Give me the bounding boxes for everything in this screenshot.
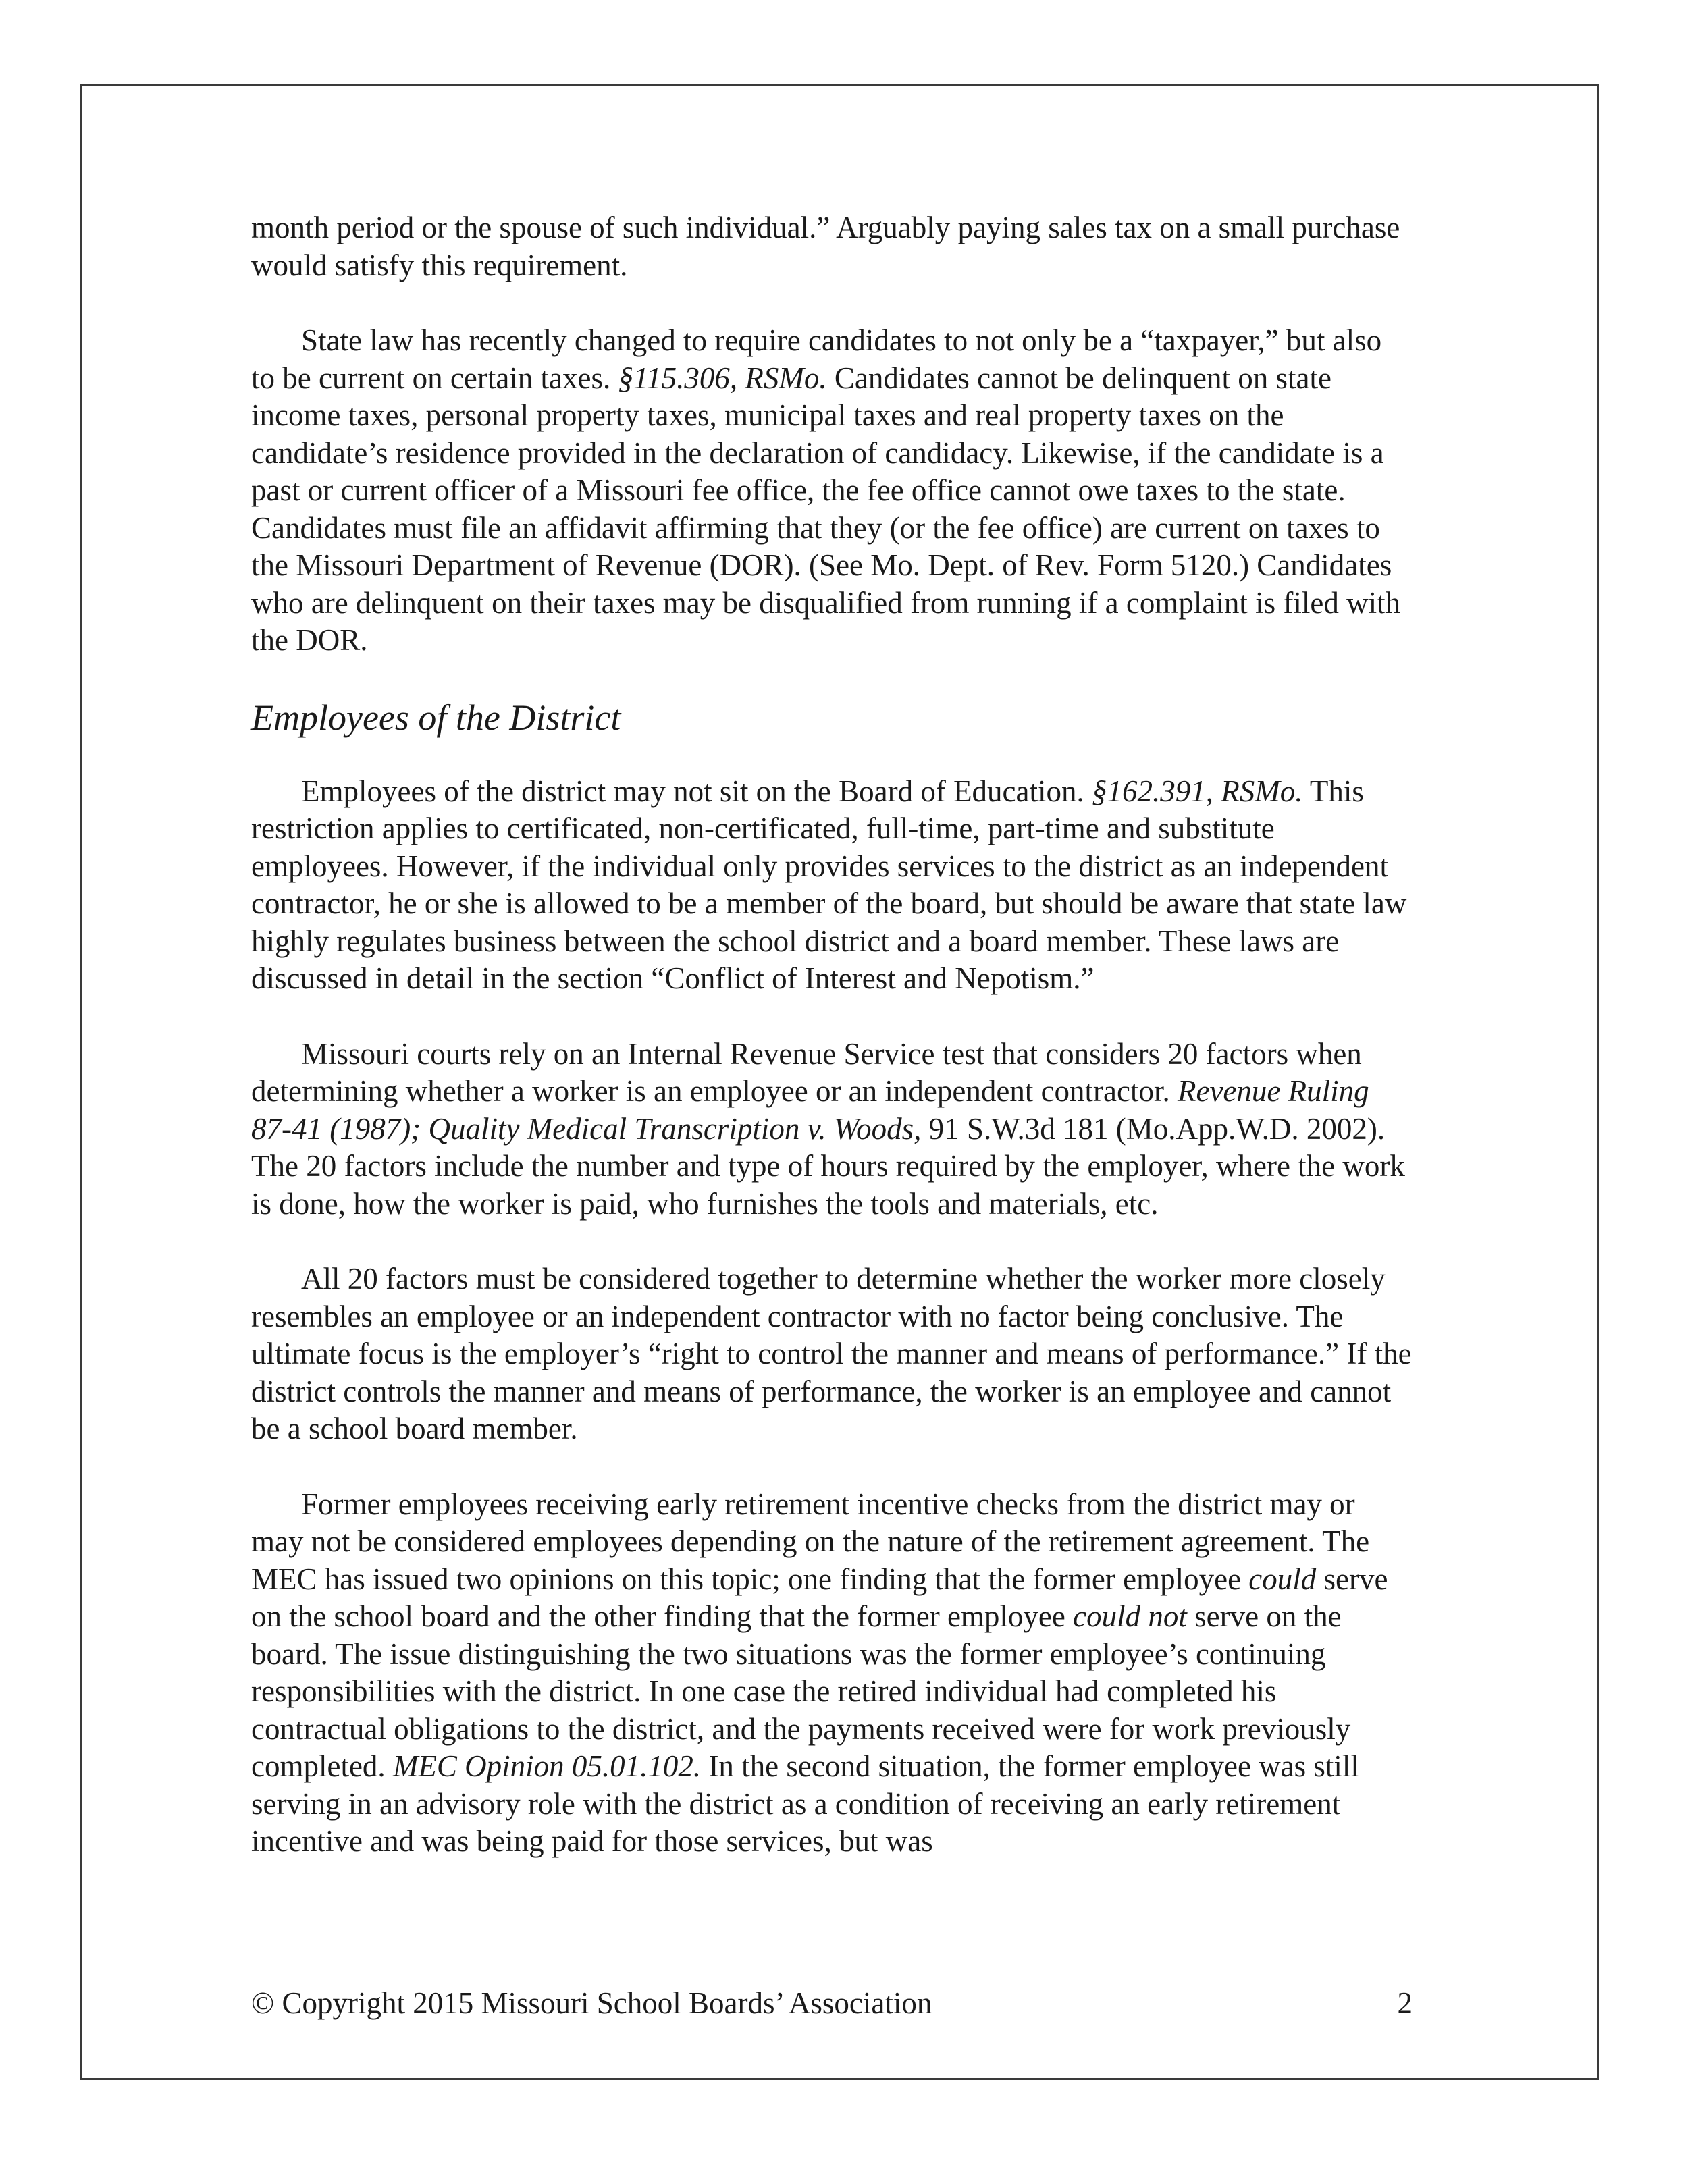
paragraph-text: 91 S.W.3d 181 (Mo.App.W.D. 2002). The 20 factors include the number and type of hours required by the employer, where the work is done, how the worker is paid, who furnishes the tools and materials, etc.	[251, 1111, 1405, 1221]
paragraph-factors	[251, 1260, 1413, 1448]
opinion-citation: MEC Opinion 05.01.102.	[392, 1749, 702, 1783]
statute-citation: §162.391, RSMo.	[1092, 774, 1303, 808]
paragraph-text: Candidates cannot be delinquent on state income taxes, personal property taxes, municipal taxes and real property taxes on the candidate’s residence provided in the declaration of candidacy. Likewise, if the candidate is a past or current officer of a Missouri fee office, the fee office cannot owe taxes to the state. Candidates must file an affidavit affirming that they (or the fee office) are current on taxes to the Missouri Department of Revenue (DOR). (See Mo. Dept. of Rev. Form 5120.) Candidates who are delinquent on their taxes may be disqualified from running if a complaint is filed with the DOR.	[251, 361, 1401, 657]
case-citation: Revenue Ruling 87-41 (1987); Quality Medical Transcription v. Woods,	[251, 1074, 1369, 1146]
section-heading: Employees of the District	[251, 697, 621, 738]
paragraph-text: serve on the school board and the other finding that the former employee	[251, 1562, 1388, 1633]
emphasis: could not	[1073, 1599, 1187, 1633]
paragraph-text: Former employees receiving early retirement incentive checks from the district may or may not be considered employees depending on the nature of the retirement agreement. The MEC has issued two opinions on this topic; one finding that the former employee	[251, 1487, 1370, 1596]
paragraph-text: In the second situation, the former employee was still serving in an advisory role with the district as a condition of receiving an early retirement incentive and was being paid for those services, but was	[251, 1749, 1359, 1858]
paragraph-text: Employees of the district may not sit on the Board of Education.	[301, 774, 1092, 808]
paragraph-text: Missouri courts rely on an Internal Revenue Service test that considers 20 factors when determining whether a worker is an employee or an independent contractor.	[251, 1036, 1362, 1108]
paragraph-former-employees	[251, 1486, 1413, 1861]
paragraph-text: serve on the board. The issue distinguishing the two situations was the former employee’s continuing responsibilities with the district. In one case the retired individual had completed his contractual obligations to the district, and the payments received were for work previously completed.	[251, 1599, 1351, 1783]
page-footer	[251, 1985, 1413, 2022]
statute-citation: §115.306, RSMo.	[618, 361, 827, 395]
copyright-notice: © Copyright 2015 Missouri School Boards’ Association	[251, 1986, 932, 2020]
document-body	[251, 209, 1413, 1898]
paragraph-continuation	[251, 209, 1413, 284]
paragraph-text: month period or the spouse of such individual.” Arguably paying sales tax on a small purchase would satisfy this requirement.	[251, 211, 1400, 282]
paragraph-text: This restriction applies to certificated, non-certificated, full-time, part-time and substitute employees. However, if the individual only provides services to the district as an independent contractor, he or she is allowed to be a member of the board, but should be aware that state law highly regulates business between the school district and a board member. These laws are discussed in detail in the section “Conflict of Interest and Nepotism.”	[251, 774, 1407, 995]
page-number: 2	[1397, 1986, 1413, 2020]
paragraph-irs-test	[251, 1036, 1413, 1223]
paragraph-taxes	[251, 322, 1413, 660]
paragraph-text: All 20 factors must be considered together to determine whether the worker more closely resembles an employee or an independent contractor with no factor being conclusive. The ultimate focus is the employer’s “right to control the manner and means of performance.” If the district controls the manner and means of performance, the worker is an employee and cannot be a school board member.	[251, 1262, 1412, 1445]
paragraph-text: State law has recently changed to require candidates to not only be a “taxpayer,” but also to be current on certain taxes.	[251, 323, 1382, 395]
emphasis: could	[1248, 1562, 1317, 1596]
paragraph-employees	[251, 773, 1413, 998]
